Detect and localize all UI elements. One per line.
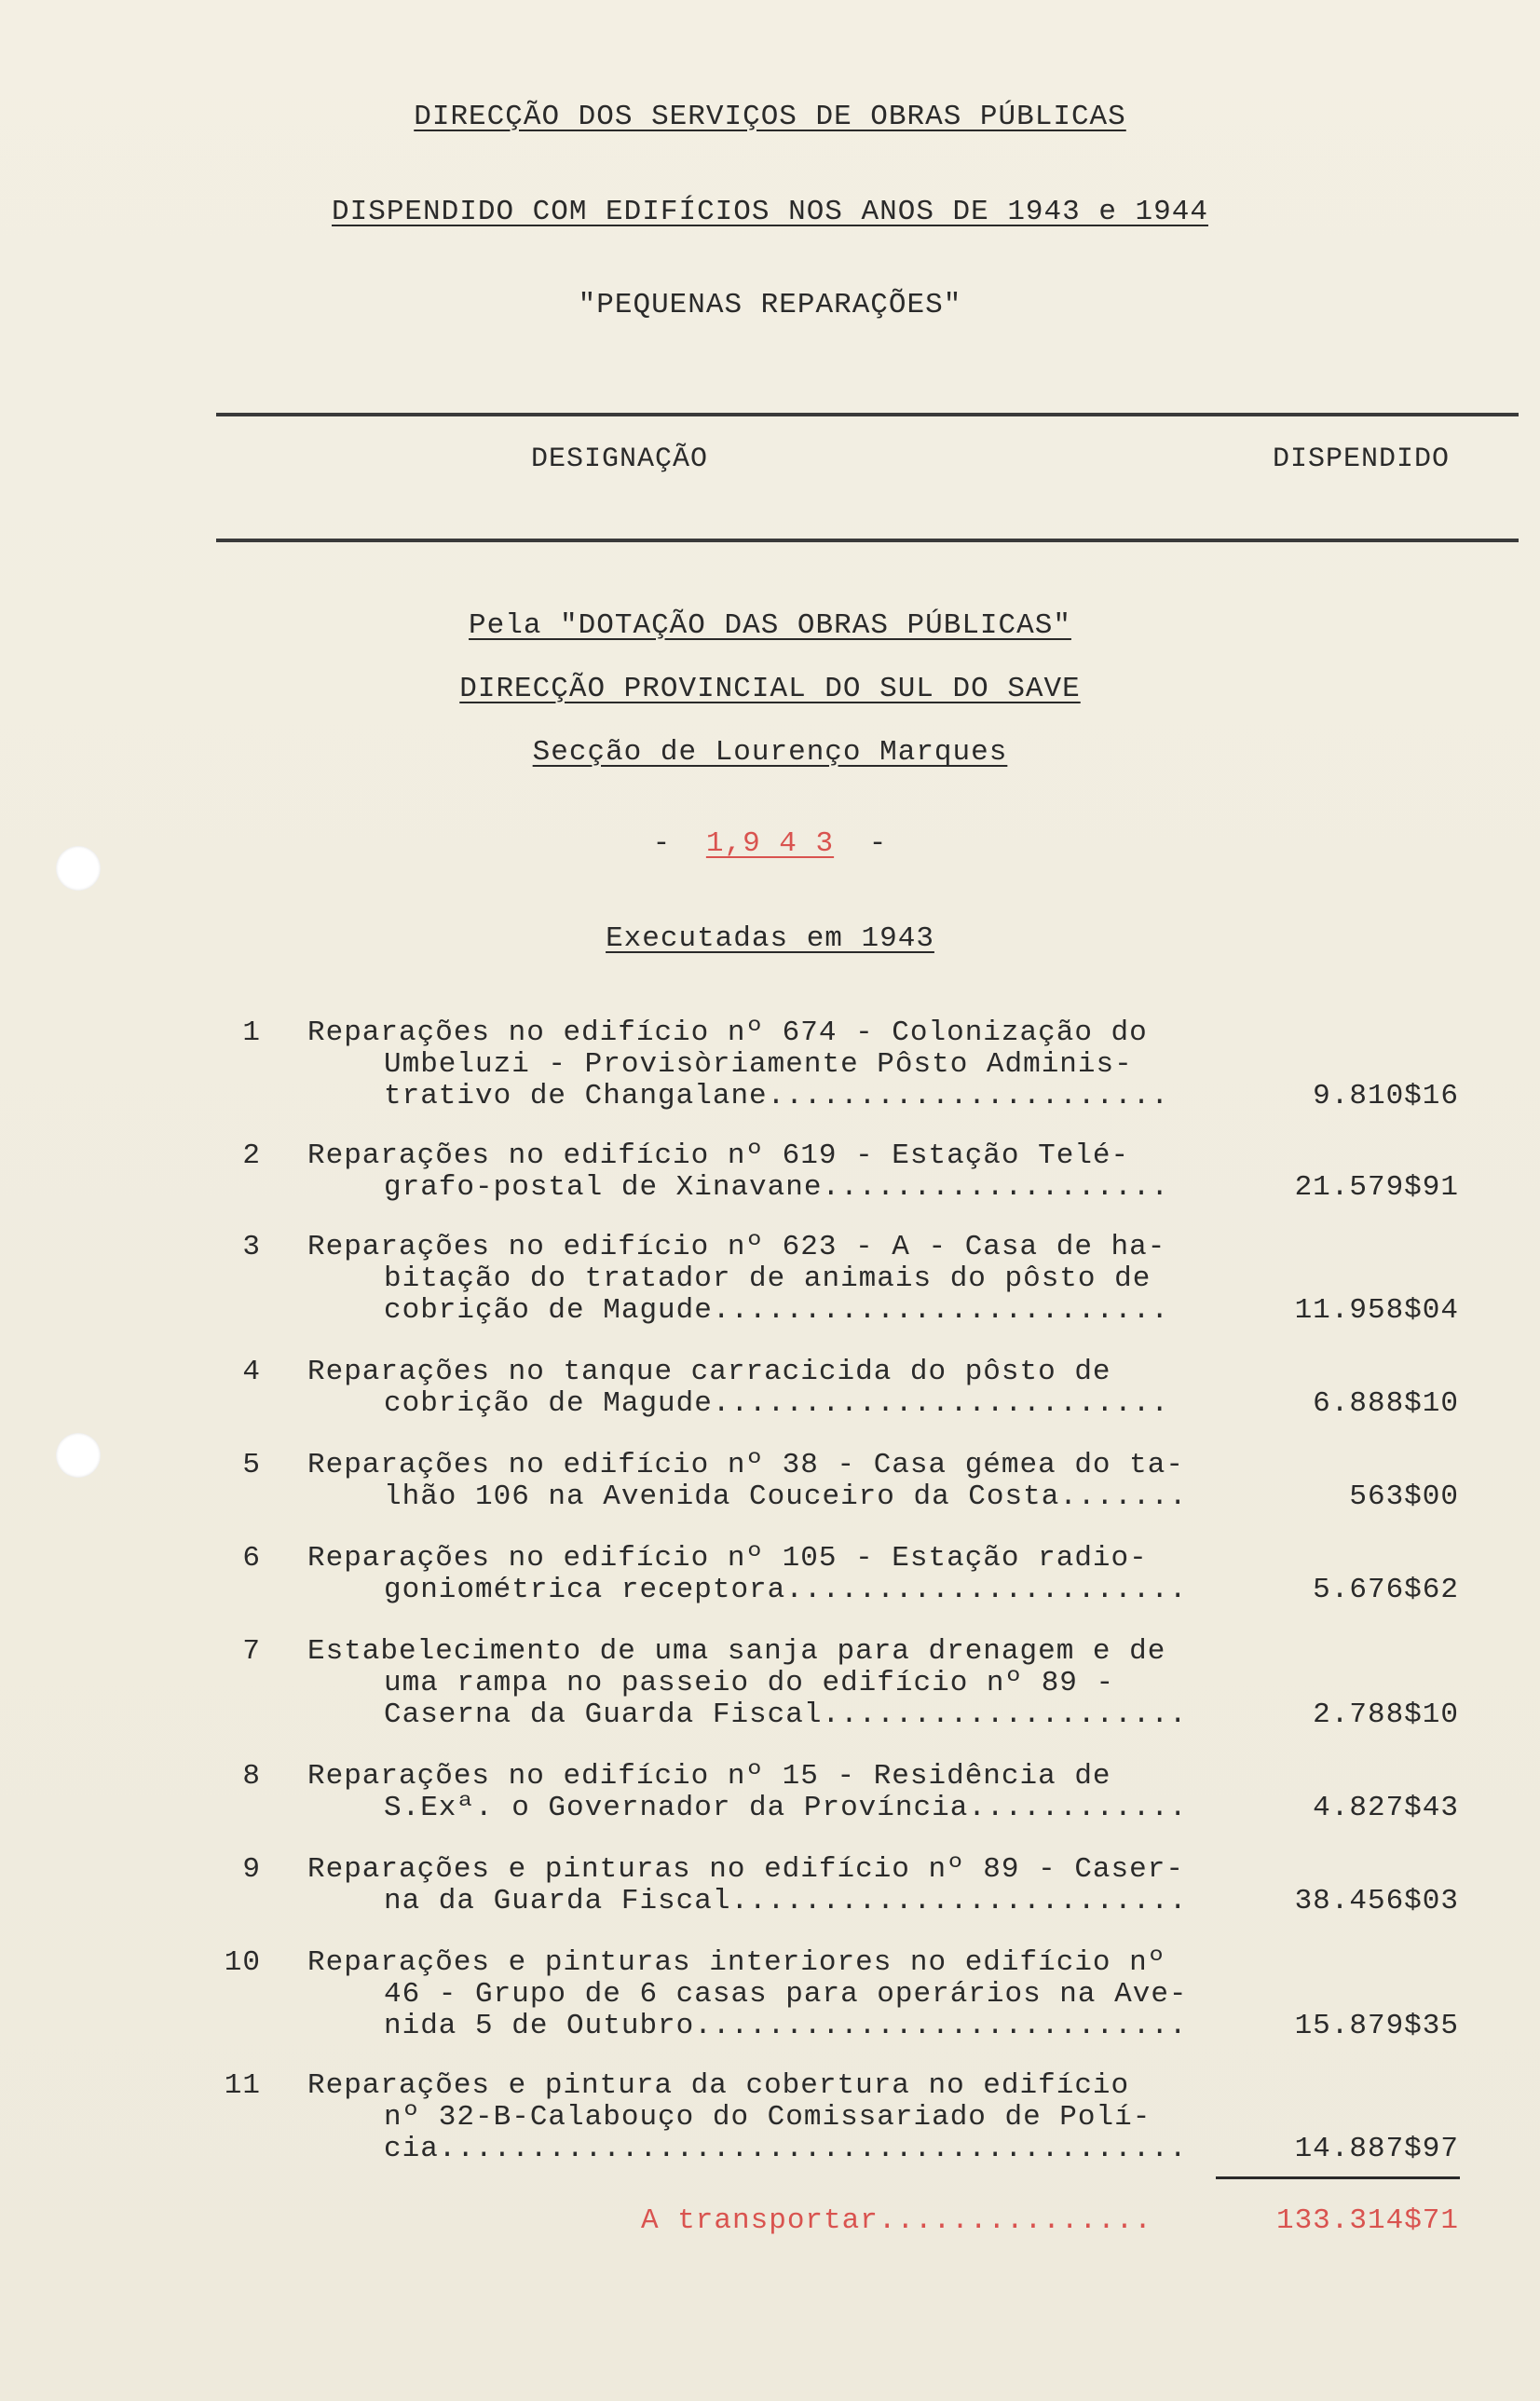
column-spent: DISPENDIDO	[1273, 443, 1451, 475]
item-number: 1	[242, 1016, 261, 1049]
item-description-line: cobrição de Magude.........................	[384, 1294, 1169, 1327]
item-amount: 14.887$97	[1294, 2133, 1459, 2165]
item-description-line: lhão 106 na Avenida Couceiro da Costa.......	[384, 1480, 1188, 1513]
item-amount: 6.888$10	[1313, 1387, 1459, 1420]
bottom-rule	[216, 539, 1519, 542]
item-description-line: cobrição de Magude.........................	[384, 1387, 1169, 1420]
column-designation: DESIGNAÇÃO	[531, 443, 709, 475]
item-description-line: nº 32-B-Calabouço do Comissariado de Polí-	[384, 2101, 1152, 2134]
item-description-line: Reparações no edifício nº 619 - Estação Telé-	[307, 1139, 1130, 1172]
item-description-line: Reparações no edifício nº 38 - Casa gémea do ta-	[307, 1449, 1184, 1481]
top-rule	[216, 413, 1519, 416]
item-amount: 5.676$62	[1313, 1574, 1459, 1606]
punch-hole-bottom	[56, 1433, 101, 1478]
item-number: 5	[242, 1449, 261, 1481]
header-department: DIRECÇÃO DOS SERVIÇOS DE OBRAS PÚBLICAS	[414, 101, 1126, 133]
item-description	[307, 1017, 1202, 1112]
item-description-line: Reparações no edifício nº 623 - A - Casa de ha-	[307, 1231, 1166, 1263]
item-description	[307, 1450, 1202, 1513]
item-description	[307, 1543, 1202, 1606]
item-amount: 38.456$03	[1294, 1885, 1459, 1917]
item-number: 6	[242, 1542, 261, 1575]
item-description-line: Reparações no edifício nº 105 - Estação radio-	[307, 1542, 1148, 1575]
item-amount: 21.579$91	[1294, 1171, 1459, 1204]
item-description-line: S.Exª. o Governador da Província............	[384, 1792, 1188, 1824]
item-description-line: Reparações e pintura da cobertura no edifício	[307, 2069, 1130, 2102]
item-description	[307, 1947, 1202, 2042]
item-description	[307, 1761, 1202, 1824]
item-description-line: Reparações e pinturas no edifício nº 89 - Caser-	[307, 1853, 1184, 1886]
item-number: 8	[242, 1760, 261, 1793]
section-line-2: DIRECÇÃO PROVINCIAL DO SUL DO SAVE	[459, 673, 1081, 705]
carry-forward-total: 133.314$71	[1275, 2204, 1459, 2237]
item-description-line: 46 - Grupo de 6 casas para operários na Ave-	[384, 1978, 1188, 2011]
item-number: 10	[224, 1946, 261, 1979]
item-description	[307, 2070, 1202, 2165]
item-description-line: Reparações no edifício nº 674 - Colonização do	[307, 1016, 1148, 1049]
item-number: 3	[242, 1231, 261, 1263]
item-description-line: uma rampa no passeio do edifício nº 89 -	[384, 1667, 1115, 1699]
item-amount: 563$00	[1349, 1480, 1459, 1513]
section-line-3: Secção de Lourenço Marques	[532, 736, 1008, 769]
year-heading	[0, 827, 1540, 860]
year-prefix: -	[652, 827, 672, 860]
item-description-line: Reparações no tanque carracicida do pôsto de	[307, 1356, 1111, 1388]
item-description-line: Estabelecimento de uma sanja para drenagem e de	[307, 1635, 1166, 1668]
item-description	[307, 1140, 1202, 1204]
item-description	[307, 1232, 1202, 1327]
item-amount: 2.788$10	[1313, 1698, 1459, 1731]
item-description-line: Reparações e pinturas interiores no edifício nº	[307, 1946, 1166, 1979]
item-description-line: goniométrica receptora......................	[384, 1574, 1188, 1606]
item-description	[307, 1357, 1202, 1420]
item-number: 4	[242, 1356, 261, 1388]
item-number: 9	[242, 1853, 261, 1886]
carry-forward-label: A transportar...............	[641, 2204, 1152, 2237]
item-description-line: na da Guarda Fiscal.........................	[384, 1885, 1188, 1917]
item-number: 2	[242, 1139, 261, 1172]
item-description-line: nida 5 de Outubro...........................	[384, 2010, 1188, 2042]
item-amount: 9.810$16	[1313, 1080, 1459, 1112]
item-description-line: bitação do tratador de animais do pôsto de	[384, 1262, 1152, 1295]
header-subtitle: "PEQUENAS REPARAÇÕES"	[578, 289, 962, 321]
item-description-line: grafo-postal de Xinavane...................	[384, 1171, 1169, 1204]
item-description-line: Reparações no edifício nº 15 - Residência de	[307, 1760, 1111, 1793]
item-description-line: Caserna da Guarda Fiscal....................	[384, 1698, 1188, 1731]
item-amount: 15.879$35	[1294, 2010, 1459, 2042]
item-description-line: Umbeluzi - Provisòriamente Pôsto Adminis-	[384, 1048, 1133, 1081]
year-suffix: -	[868, 827, 888, 860]
header-title: DISPENDIDO COM EDIFÍCIOS NOS ANOS DE 1943 e 1944	[332, 196, 1208, 228]
item-amount: 4.827$43	[1313, 1792, 1459, 1824]
item-number: 11	[224, 2069, 261, 2102]
item-description	[307, 1636, 1202, 1731]
section-line-1: Pela "DOTAÇÃO DAS OBRAS PÚBLICAS"	[469, 609, 1071, 642]
section-subtitle: Executadas em 1943	[606, 922, 934, 955]
sum-rule	[1216, 2176, 1460, 2179]
year-value: 1,9 4 3	[705, 827, 835, 860]
item-description-line: cia.........................................	[384, 2133, 1188, 2165]
item-description	[307, 1854, 1202, 1917]
item-number: 7	[242, 1635, 261, 1668]
item-description-line: trativo de Changalane......................	[384, 1080, 1169, 1112]
item-amount: 11.958$04	[1294, 1294, 1459, 1327]
